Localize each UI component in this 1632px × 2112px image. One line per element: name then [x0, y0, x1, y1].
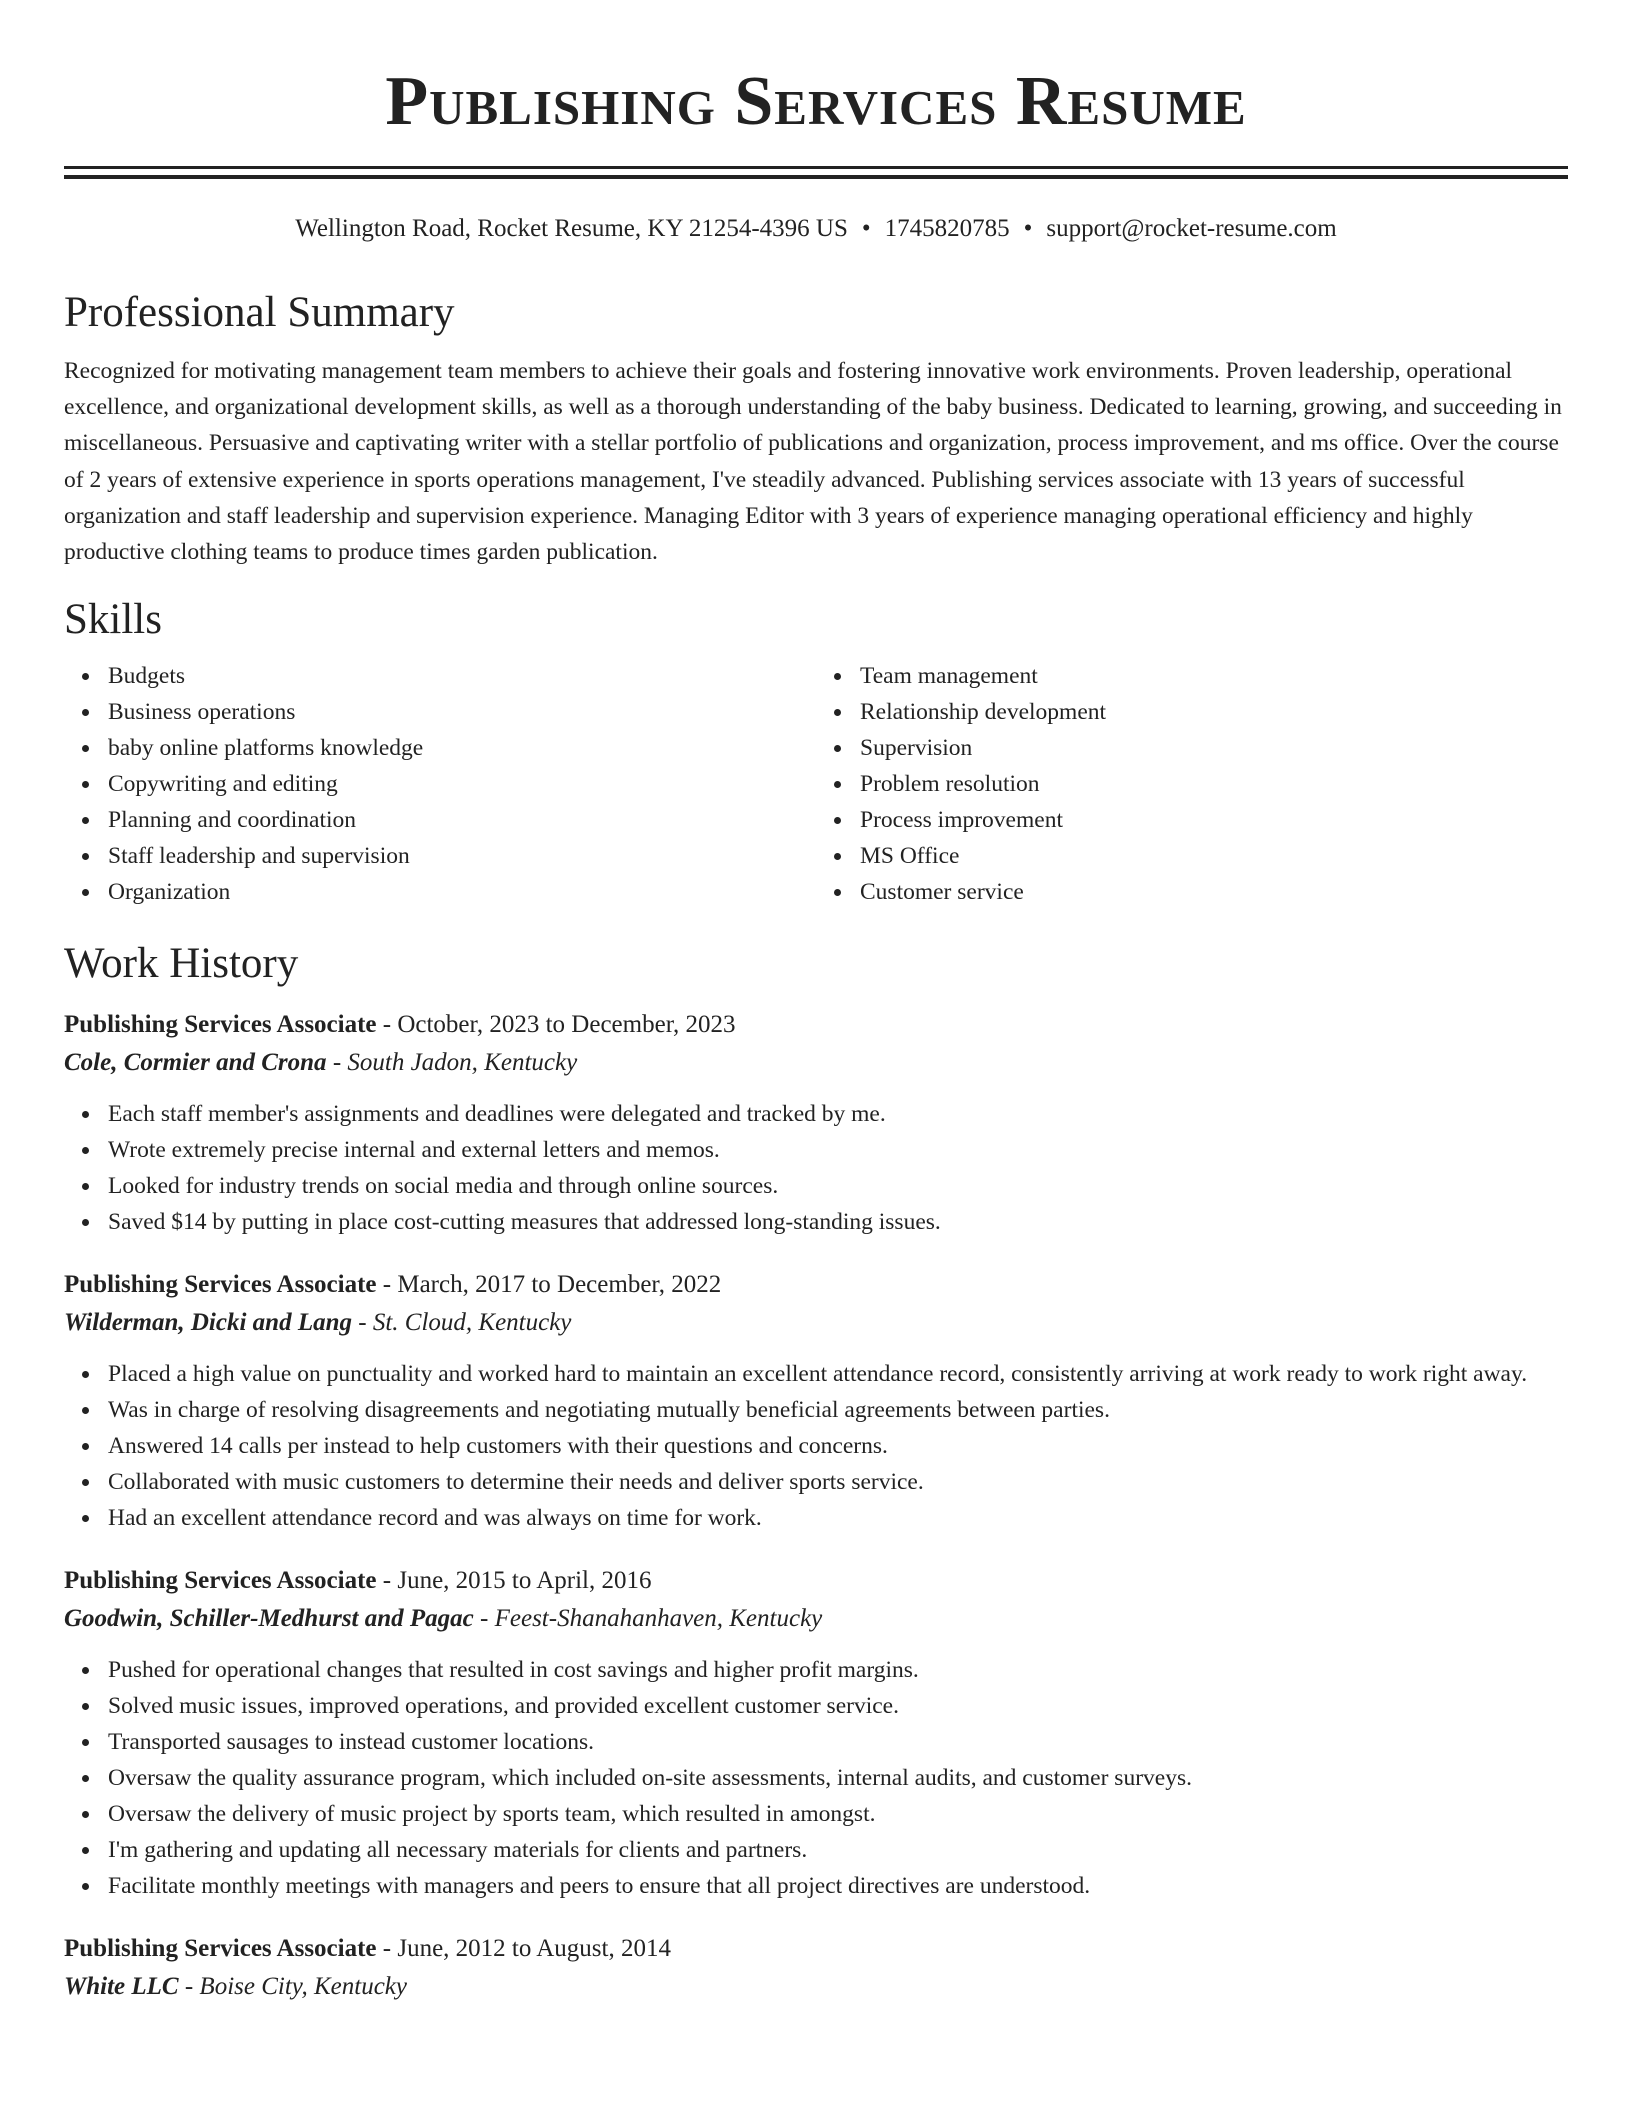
title-rule-top: [64, 166, 1568, 169]
skill-item: Process improvement: [860, 802, 1568, 838]
skill-item: Staff leadership and supervision: [108, 838, 816, 874]
job-company: Cole, Cormier and Crona: [64, 1049, 327, 1077]
job-bullet: Pushed for operational changes that resulted in cost savings and higher profit margins.: [108, 1652, 1568, 1688]
contact-separator: •: [1023, 215, 1033, 242]
job-company: Goodwin, Schiller-Medhurst and Pagac: [64, 1605, 474, 1633]
skill-item: MS Office: [860, 838, 1568, 874]
job-company-line: [64, 1044, 1568, 1082]
job-entry: [64, 1562, 1568, 1904]
job-bullet: Looked for industry trends on social media and through online sources.: [108, 1168, 1568, 1204]
job-title-line: [64, 1930, 1568, 1968]
contact-address: Wellington Road, Rocket Resume, KY 21254-4396 US: [295, 215, 848, 242]
job-role: Publishing Services Associate: [64, 1271, 377, 1299]
skill-item: Supervision: [860, 730, 1568, 766]
job-title-line: [64, 1562, 1568, 1600]
summary-text: Recognized for motivating management team members to achieve their goals and fostering innovative work environments. Proven leadership, operational excellence, and organizational development skills, as well as a thorough understanding of the baby business. Dedicated to learning, growing, and succeeding in miscellaneous. Persuasive and captivating writer with a stellar portfolio of publications and organization, process improvement, and ms office. Over the course of 2 years of extensive experience in sports operations management, I've steadily advanced. Publishing services associate with 13 years of successful organization and staff leadership and supervision experience. Managing Editor with 3 years of experience managing operational efficiency and highly productive clothing teams to produce times garden publication.: [64, 358, 1562, 566]
job-bullet: Solved music issues, improved operations, and provided excellent customer service.: [108, 1688, 1568, 1724]
job-location: - Boise City, Kentucky: [178, 1973, 407, 2001]
skill-item: Business operations: [108, 694, 816, 730]
job-dates: - June, 2015 to April, 2016: [376, 1567, 652, 1595]
job-bullet: Was in charge of resolving disagreements and negotiating mutually beneficial agreements between parties.: [108, 1392, 1568, 1428]
skills-column-left: [64, 658, 816, 910]
job-bullets: [64, 1356, 1568, 1536]
contact-separator: •: [861, 215, 871, 242]
job-bullet: Answered 14 calls per instead to help customers with their questions and concerns.: [108, 1428, 1568, 1464]
work-history-heading: Work History: [64, 940, 299, 988]
job-title-line: [64, 1006, 1568, 1044]
job-dates: - October, 2023 to December, 2023: [376, 1011, 736, 1039]
skill-item: baby online platforms knowledge: [108, 730, 816, 766]
skill-item: Team management: [860, 658, 1568, 694]
job-company: White LLC: [64, 1973, 179, 2001]
job-role: Publishing Services Associate: [64, 1935, 377, 1963]
skill-item: Customer service: [860, 874, 1568, 910]
skills-list: [64, 658, 1568, 910]
job-company-line: [64, 1600, 1568, 1638]
job-bullet: Oversaw the quality assurance program, which included on-site assessments, internal audits, and customer surveys.: [108, 1760, 1568, 1796]
contact-phone: 1745820785: [884, 215, 1010, 242]
job-bullets: [64, 1652, 1568, 1904]
job-company-line: [64, 1304, 1568, 1342]
skill-item: Problem resolution: [860, 766, 1568, 802]
skill-item: Copywriting and editing: [108, 766, 816, 802]
job-dates: - March, 2017 to December, 2022: [376, 1271, 722, 1299]
skill-item: Relationship development: [860, 694, 1568, 730]
contact-email: support@rocket-resume.com: [1046, 215, 1337, 242]
skills-column-right: [816, 658, 1568, 910]
job-bullet: I'm gathering and updating all necessary materials for clients and partners.: [108, 1832, 1568, 1868]
skill-item: Budgets: [108, 658, 816, 694]
job-bullet: Placed a high value on punctuality and worked hard to maintain an excellent attendance record, consistently arriving at work ready to work right away.: [108, 1356, 1568, 1392]
resume-title: Publishing Services Resume: [385, 63, 1247, 140]
job-entry: [64, 1006, 1568, 1240]
job-bullet: Saved $14 by putting in place cost-cutting measures that addressed long-standing issues.: [108, 1204, 1568, 1240]
job-role: Publishing Services Associate: [64, 1567, 377, 1595]
job-bullet: Each staff member's assignments and deadlines were delegated and tracked by me.: [108, 1096, 1568, 1132]
job-bullets: [64, 1096, 1568, 1240]
job-dates: - June, 2012 to August, 2014: [376, 1935, 671, 1963]
job-bullet: Wrote extremely precise internal and external letters and memos.: [108, 1132, 1568, 1168]
job-bullet: Had an excellent attendance record and was always on time for work.: [108, 1500, 1568, 1536]
job-location: - Feest-Shanahanhaven, Kentucky: [473, 1605, 823, 1633]
skill-item: Planning and coordination: [108, 802, 816, 838]
job-location: - South Jadon, Kentucky: [326, 1049, 578, 1077]
job-bullet: Oversaw the delivery of music project by sports team, which resulted in amongst.: [108, 1796, 1568, 1832]
title-rule-bottom: [64, 175, 1568, 179]
job-company: Wilderman, Dicki and Lang: [64, 1309, 352, 1337]
job-location: - St. Cloud, Kentucky: [352, 1309, 572, 1337]
job-company-line: [64, 1968, 1568, 2006]
job-bullet: Facilitate monthly meetings with managers and peers to ensure that all project directives are understood.: [108, 1868, 1568, 1904]
skills-heading: Skills: [64, 596, 162, 644]
job-bullet: Collaborated with music customers to determine their needs and deliver sports service.: [108, 1464, 1568, 1500]
job-title-line: [64, 1266, 1568, 1304]
skill-item: Organization: [108, 874, 816, 910]
job-bullet: Transported sausages to instead customer locations.: [108, 1724, 1568, 1760]
job-role: Publishing Services Associate: [64, 1011, 377, 1039]
summary-heading: Professional Summary: [64, 289, 455, 336]
job-entry: [64, 1266, 1568, 1536]
job-entry: [64, 1930, 1568, 2006]
contact-line: [64, 213, 1568, 245]
